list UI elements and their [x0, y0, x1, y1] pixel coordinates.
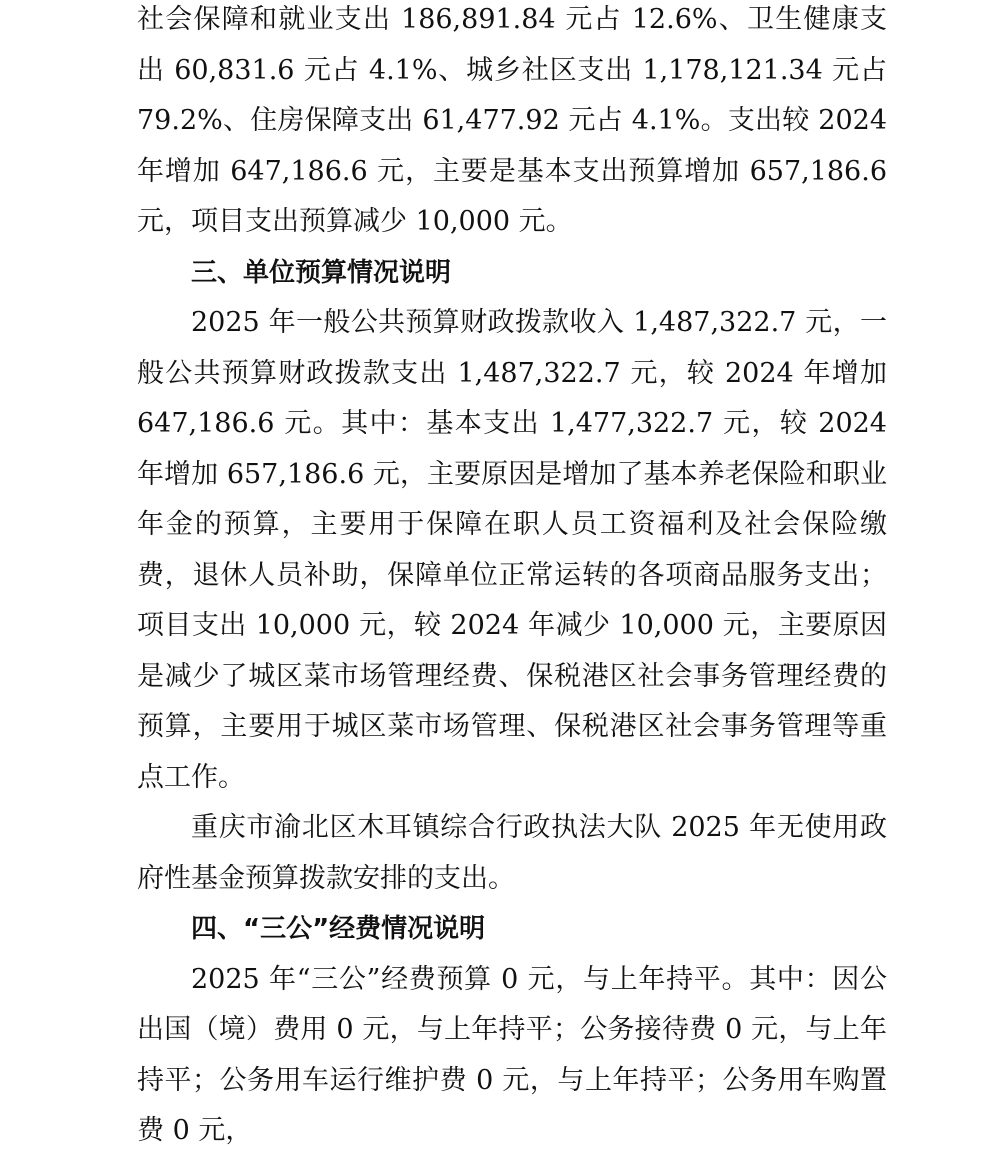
paragraph-expenditure-breakdown: 社会保障和就业支出 186,891.84 元占 12.6%、卫生健康支出 60,831.6 元占 4.1%、城乡社区支出 1,178,121.34 元占 79.2%、住房保障支出 61,477.92 元占 4.1%。支出较 2024 年增加 647,186.6 元，主要是基本支出预算增加 657,186.6 元，项目支出预算减少 10,000 元。: [137, 4, 887, 237]
section-heading-unit-budget: 三、单位预算情况说明: [191, 257, 452, 288]
paragraph-government-fund: 重庆市渝北区木耳镇综合行政执法大队 2025 年无使用政府性基金预算拨款安排的支出。: [137, 812, 887, 894]
section-heading-three-public: 四、“三公”经费情况说明: [191, 914, 486, 944]
document-page: [137, 0, 887, 1157]
paragraph-unit-budget: 2025 年一般公共预算财政拨款收入 1,487,322.7 元，一般公共预算财政拨款支出 1,487,322.7 元，较 2024 年增加 647,186.6 元。其中：基本支出 1,477,322.7 元，较 2024 年增加 657,186.6 元，主要原因是增加了基本养老保险和职业年金的预算，主要用于保障在职人员工资福利及社会保险缴费，退休人员补助，保障单位正常运转的各项商品服务支出；项目支出 10,000 元，较 2024 年减少 10,000 元，主要原因是减少了城区菜市场管理经费、保税港区社会事务管理经费的预算，主要用于城区菜市场管理、保税港区社会事务管理等重点工作。: [137, 307, 887, 793]
paragraph-three-public: 2025 年“三公”经费预算 0 元，与上年持平。其中：因公出国（境）费用 0 元，与上年持平；公务接待费 0 元，与上年持平；公务用车运行维护费 0 元，与上年持平；公务用车购置费 0 元，: [137, 963, 887, 1146]
